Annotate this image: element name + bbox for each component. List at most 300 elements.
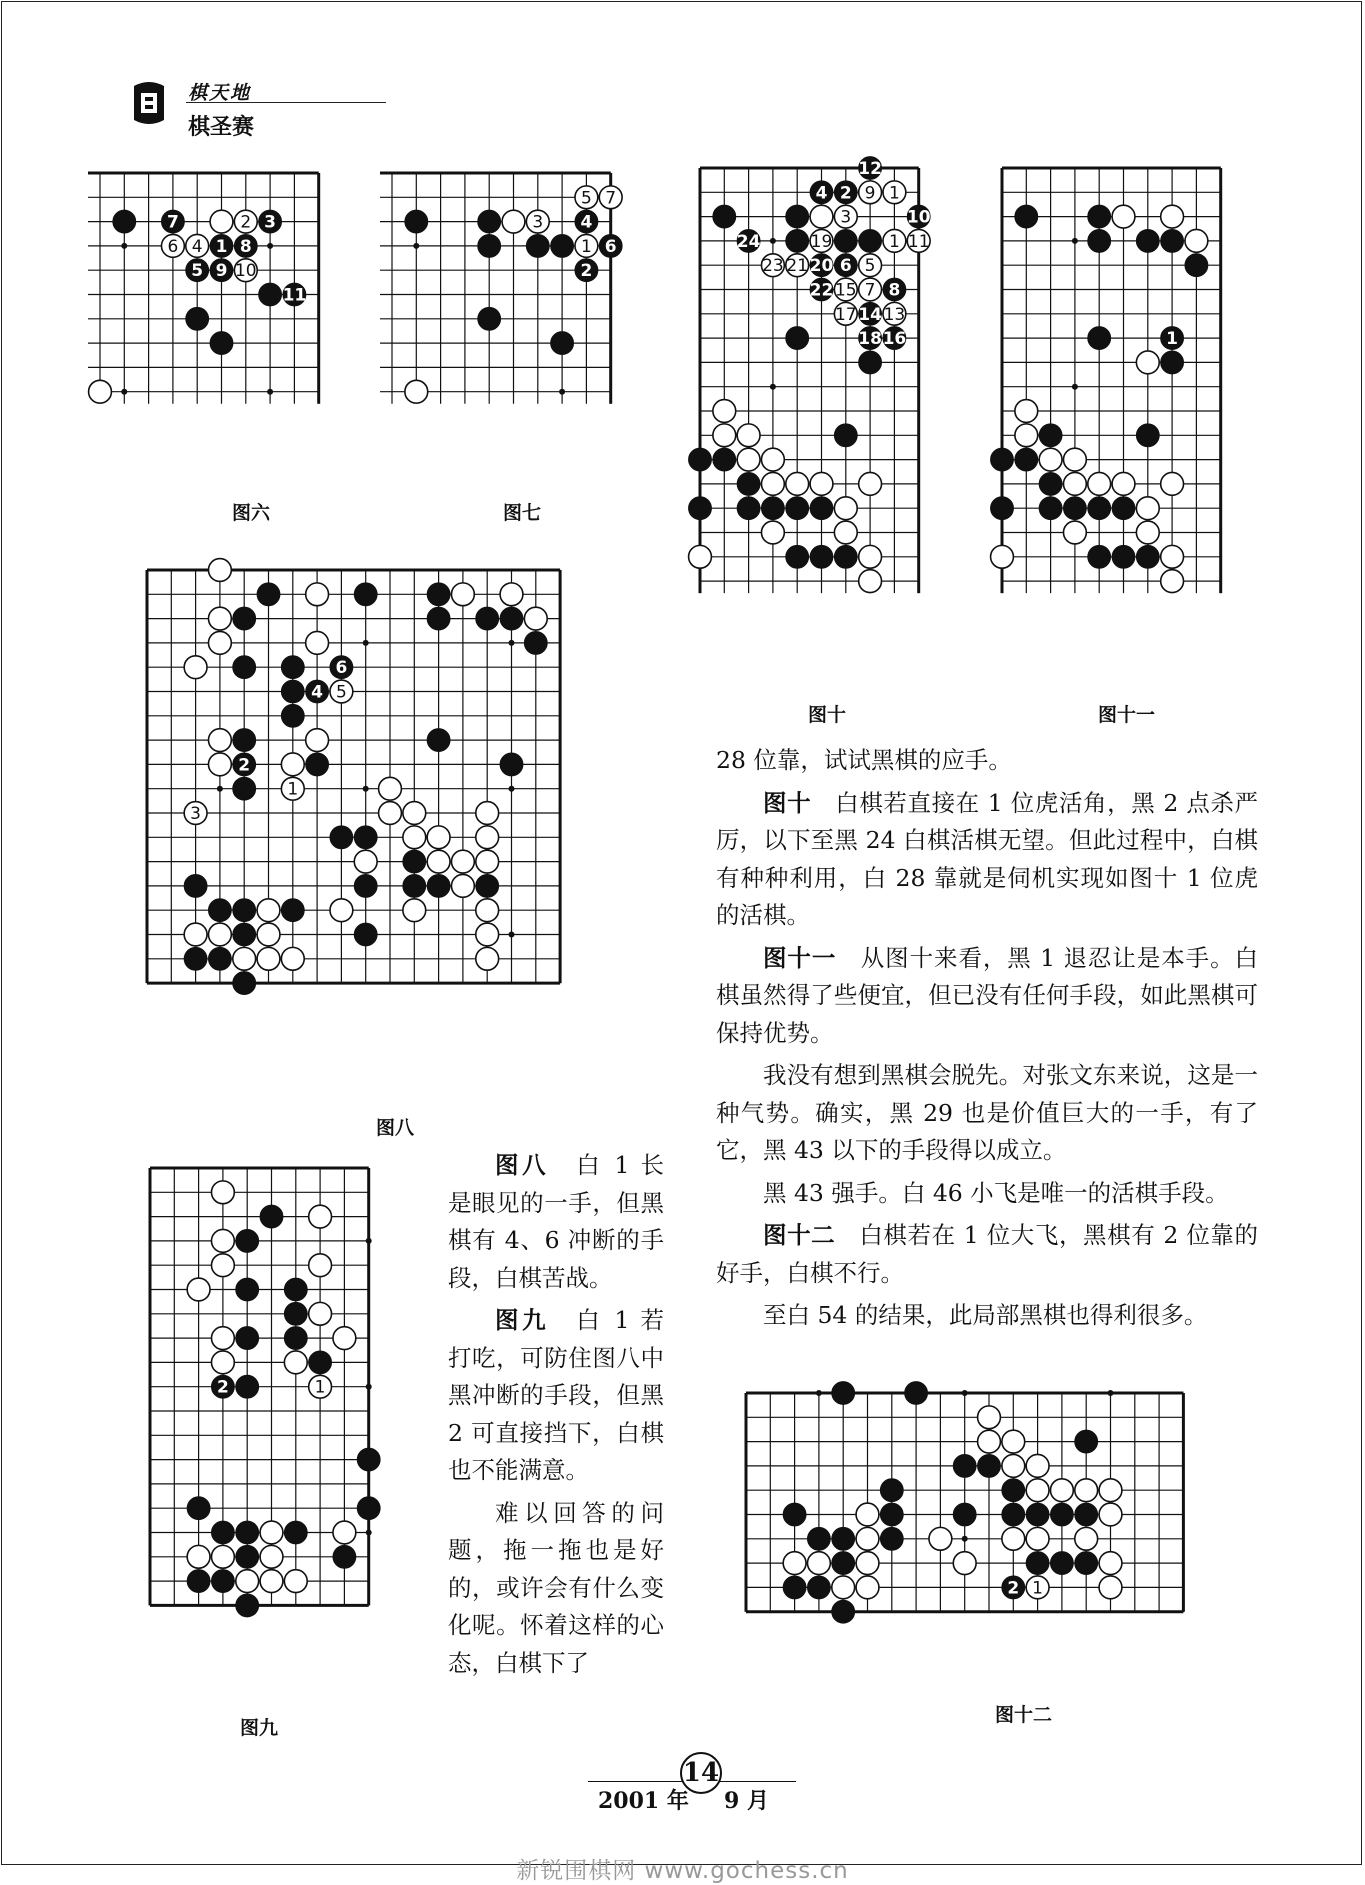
numbered-white-stone	[184, 802, 207, 825]
numbered-black-stone	[306, 680, 329, 703]
numbered-black-stone	[575, 259, 598, 282]
numbered-white-stone	[526, 210, 549, 233]
black-stone	[187, 1497, 210, 1520]
paragraph-text: 至白 54 的结果，此局部黑棋也得利很多。	[763, 1301, 1208, 1329]
move-number: 5	[864, 256, 876, 277]
paragraph-text: 从图十来看，黑 1 退忍让是本手。白棋虽然得了些便宜，但已没有任何手段，如此黑棋可保持优势。	[716, 943, 1258, 1047]
numbered-black-stone	[737, 229, 761, 252]
black-stone	[978, 1454, 1001, 1477]
black-stone	[211, 1521, 234, 1544]
watermark: 新锐围棋网 www.gochess.cn	[516, 1858, 849, 1884]
move-number: 1	[888, 231, 900, 252]
black-stone	[236, 1594, 259, 1617]
white-stone	[208, 607, 231, 630]
paragraph-text: 难以回答的问题，拖一拖也是好的，或许会有什么变化呢。怀着这样的心态，白棋下了	[448, 1498, 664, 1677]
move-number: 3	[532, 212, 544, 233]
white-stone	[476, 923, 499, 946]
move-number: 4	[580, 212, 593, 233]
white-stone	[260, 1521, 283, 1544]
numbered-black-stone	[810, 278, 834, 301]
star-point	[509, 786, 515, 792]
page-number: 14	[680, 1752, 722, 1794]
black-stone	[208, 899, 231, 922]
move-number: 4	[191, 236, 203, 257]
white-stone	[1002, 1430, 1025, 1453]
grid-lines	[147, 570, 560, 983]
white-stone	[713, 400, 736, 423]
white-stone	[1088, 472, 1111, 495]
white-stone	[309, 1302, 332, 1325]
black-stone	[786, 497, 809, 520]
black-stone	[783, 1503, 806, 1526]
white-stone	[476, 899, 499, 922]
star-point	[509, 932, 515, 938]
numbered-white-stone	[330, 680, 353, 703]
move-number: 8	[888, 280, 901, 301]
white-stone	[333, 1327, 356, 1350]
caption-fig7: 图七	[503, 502, 542, 524]
numbered-white-stone	[761, 254, 784, 277]
move-number: 3	[190, 804, 202, 824]
black-stone	[236, 1229, 259, 1252]
black-stone	[476, 607, 499, 630]
white-stone	[856, 1503, 879, 1526]
black-stone	[689, 448, 712, 471]
board-fig8	[137, 562, 657, 1082]
black-stone	[281, 899, 304, 922]
white-stone	[1099, 1503, 1122, 1526]
black-stone	[810, 497, 833, 520]
white-stone	[1136, 497, 1159, 520]
article-text-right	[716, 742, 1258, 1340]
black-stone	[210, 332, 233, 355]
numbered-white-stone	[599, 186, 622, 209]
numbered-black-stone	[330, 656, 353, 679]
black-stone	[233, 923, 256, 946]
black-stone	[427, 583, 450, 606]
black-stone	[832, 1552, 855, 1575]
black-stone	[233, 729, 256, 752]
black-stone	[991, 497, 1014, 520]
black-stone	[689, 497, 712, 520]
move-number: 17	[834, 304, 857, 325]
white-stone	[1099, 1479, 1122, 1502]
paragraph-text: 白 1 长是眼见的一手，但黑棋有 4、6 冲断的手段，白棋苦战。	[448, 1151, 664, 1292]
move-number: 8	[239, 236, 252, 257]
numbered-black-stone	[233, 753, 256, 776]
black-stone	[354, 583, 377, 606]
move-number: 11	[907, 231, 930, 252]
numbered-white-stone	[186, 234, 209, 257]
white-stone	[834, 497, 857, 520]
white-stone	[1026, 1454, 1049, 1477]
paragraph-text: 白 1 若打吃，可防住图八中黑冲断的手段，但黑 2 可直接挡下，白棋也不能满意。	[448, 1306, 664, 1484]
black-stone	[233, 972, 256, 995]
board-fig6	[96, 165, 372, 465]
white-stone	[1015, 400, 1038, 423]
black-stone	[281, 656, 304, 679]
black-stone	[284, 1302, 307, 1325]
black-stone	[427, 729, 450, 752]
white-stone	[187, 1545, 210, 1568]
black-stone	[1050, 1503, 1073, 1526]
black-stone	[357, 1448, 380, 1471]
numbered-black-stone	[858, 302, 882, 325]
white-stone	[1015, 424, 1038, 447]
black-stone	[786, 545, 809, 568]
white-stone	[832, 1576, 855, 1599]
white-stone	[859, 472, 882, 495]
white-stone	[1026, 1527, 1049, 1550]
white-stone	[281, 947, 304, 970]
black-stone	[1015, 205, 1038, 228]
black-stone	[1039, 497, 1062, 520]
white-stone	[451, 874, 474, 897]
numbered-white-stone	[883, 181, 906, 204]
numbered-black-stone	[575, 210, 598, 233]
black-stone	[786, 327, 809, 350]
figure-reference: 图十一	[763, 943, 837, 972]
board-fig10	[688, 160, 964, 672]
move-number: 6	[604, 236, 617, 257]
numbered-black-stone	[858, 327, 882, 350]
move-number: 1	[580, 236, 592, 257]
white-stone	[978, 1430, 1001, 1453]
numbered-black-stone	[883, 327, 907, 350]
black-stone	[991, 448, 1014, 471]
right-column-paragraph	[716, 1057, 1258, 1170]
black-stone	[834, 545, 857, 568]
white-stone	[89, 380, 112, 403]
white-stone	[330, 899, 353, 922]
white-stone	[761, 521, 784, 544]
board-fig7	[388, 165, 664, 465]
move-number: 6	[335, 658, 348, 679]
star-point	[363, 640, 369, 646]
black-stone	[478, 234, 501, 257]
white-stone	[379, 802, 402, 825]
article-text-middle	[448, 1147, 664, 1687]
caption-fig12: 图十二	[995, 1704, 1053, 1726]
move-number: 1	[1166, 329, 1179, 350]
right-column-paragraph	[716, 785, 1258, 935]
white-stone	[1063, 521, 1086, 544]
black-stone	[236, 1521, 259, 1544]
black-stone	[807, 1527, 830, 1550]
black-stone	[1161, 351, 1184, 374]
black-stone	[184, 874, 207, 897]
grid-lines	[380, 173, 611, 404]
white-stone	[856, 1552, 879, 1575]
caption-fig10: 图十	[808, 704, 847, 726]
star-point	[121, 389, 127, 395]
black-stone	[1075, 1430, 1098, 1453]
move-number: 5	[191, 261, 204, 282]
white-stone	[476, 947, 499, 970]
black-stone	[427, 607, 450, 630]
white-stone	[427, 826, 450, 849]
star-point	[267, 389, 273, 395]
black-stone	[761, 497, 784, 520]
move-number: 9	[864, 183, 876, 204]
move-number: 6	[839, 256, 852, 277]
paragraph-text: 我没有想到黑棋会脱先。对张文东来说，这是一种气势。确实，黑 29 也是价值巨大的一手，有了它，黑 43 以下的手段得以成立。	[716, 1061, 1258, 1164]
black-stone	[1039, 424, 1062, 447]
numbered-white-stone	[810, 229, 833, 252]
black-stone	[427, 874, 450, 897]
black-stone	[236, 1327, 259, 1350]
black-stone	[905, 1382, 928, 1405]
black-stone	[233, 656, 256, 679]
black-stone	[1088, 497, 1111, 520]
star-point	[816, 1390, 822, 1396]
white-stone	[257, 899, 280, 922]
black-stone	[281, 704, 304, 727]
white-stone	[1026, 1479, 1049, 1502]
numbered-black-stone	[834, 254, 857, 277]
middle-column-paragraph	[448, 1147, 664, 1297]
black-stone	[208, 947, 231, 970]
black-stone	[1039, 472, 1062, 495]
black-stone	[1136, 545, 1159, 568]
middle-column-paragraph	[448, 1495, 664, 1683]
move-number: 1	[888, 183, 900, 204]
move-number: 21	[786, 256, 809, 277]
star-point	[1108, 1390, 1114, 1396]
black-stone	[1136, 229, 1159, 252]
black-stone	[354, 923, 377, 946]
white-stone	[451, 583, 474, 606]
white-stone	[761, 472, 784, 495]
white-stone	[309, 1205, 332, 1228]
black-stone	[260, 1205, 283, 1228]
black-stone	[1112, 545, 1135, 568]
board-fig12	[736, 1385, 1256, 1665]
white-stone	[1161, 570, 1184, 593]
black-stone	[737, 472, 760, 495]
paragraph-text: 黑 43 强手。白 46 小飞是唯一的活棋手段。	[763, 1178, 1229, 1207]
white-stone	[978, 1406, 1001, 1429]
footer-year: 2001 年	[598, 1788, 689, 1814]
white-stone	[810, 205, 833, 228]
white-stone	[1136, 521, 1159, 544]
figure-reference: 图八	[495, 1151, 550, 1179]
white-stone	[500, 583, 523, 606]
numbered-white-stone	[859, 181, 882, 204]
black-stone	[1112, 497, 1135, 520]
move-number: 2	[580, 261, 593, 282]
white-stone	[524, 607, 547, 630]
move-number: 24	[736, 231, 761, 252]
star-point	[121, 243, 127, 249]
move-number: 22	[809, 280, 834, 301]
black-stone	[357, 1497, 380, 1520]
black-stone	[330, 826, 353, 849]
black-stone	[1026, 1503, 1049, 1526]
black-stone	[333, 1545, 356, 1568]
black-stone	[309, 1351, 332, 1374]
white-stone	[1039, 448, 1062, 471]
move-number: 1	[215, 236, 228, 257]
black-stone	[953, 1503, 976, 1526]
black-stone	[880, 1503, 903, 1526]
black-stone	[1002, 1479, 1025, 1502]
numbered-black-stone	[210, 234, 233, 257]
grid-lines	[700, 168, 919, 593]
white-stone	[953, 1552, 976, 1575]
white-stone	[208, 559, 231, 582]
numbered-white-stone	[834, 205, 857, 228]
figure-reference: 图九	[495, 1306, 550, 1334]
black-stone	[880, 1479, 903, 1502]
white-stone	[257, 923, 280, 946]
white-stone	[236, 1570, 259, 1593]
white-stone	[1063, 448, 1086, 471]
black-stone	[211, 1570, 234, 1593]
numbered-black-stone	[210, 259, 233, 282]
white-stone	[187, 1278, 210, 1301]
header-rule	[186, 102, 386, 103]
black-stone	[403, 874, 426, 897]
black-stone	[306, 753, 329, 776]
white-stone	[210, 210, 233, 233]
numbered-white-stone	[575, 186, 598, 209]
move-number: 13	[883, 304, 906, 325]
star-point	[770, 384, 776, 390]
black-stone	[810, 545, 833, 568]
board-fig11	[990, 160, 1266, 672]
move-number: 18	[858, 329, 882, 350]
black-stone	[500, 607, 523, 630]
black-stone	[551, 332, 574, 355]
numbered-white-stone	[883, 229, 906, 252]
black-stone	[832, 1527, 855, 1550]
black-stone	[1161, 229, 1184, 252]
star-point	[1072, 384, 1078, 390]
black-stone	[859, 229, 882, 252]
move-number: 1	[1032, 1578, 1044, 1599]
numbered-black-stone	[1161, 327, 1184, 350]
move-number: 2	[1007, 1578, 1020, 1599]
move-number: 14	[858, 304, 882, 325]
black-stone	[236, 1278, 259, 1301]
white-stone	[233, 947, 256, 970]
white-stone	[184, 923, 207, 946]
black-stone	[1075, 1552, 1098, 1575]
black-stone	[1002, 1503, 1025, 1526]
numbered-white-stone	[834, 302, 857, 325]
white-stone	[306, 631, 329, 654]
black-stone	[500, 753, 523, 776]
move-number: 5	[580, 188, 592, 209]
right-column-paragraph	[716, 1175, 1258, 1213]
white-stone	[1075, 1527, 1098, 1550]
black-stone	[186, 307, 209, 330]
white-stone	[1185, 229, 1208, 252]
black-stone	[832, 1600, 855, 1623]
numbered-black-stone	[259, 210, 282, 233]
board-fig9	[140, 1160, 420, 1690]
caption-fig11: 图十一	[1098, 704, 1156, 726]
numbered-white-stone	[883, 302, 906, 325]
caption-fig8: 图八	[376, 1117, 415, 1139]
white-stone	[284, 1570, 307, 1593]
white-stone	[713, 424, 736, 447]
paragraph-text: 白棋若在 1 位大飞，黑棋有 2 位靠的好手，白棋不行。	[716, 1221, 1258, 1287]
black-stone	[405, 210, 428, 233]
black-stone	[859, 351, 882, 374]
black-stone	[354, 874, 377, 897]
star-point	[1072, 238, 1078, 244]
star-point	[962, 1536, 968, 1542]
white-stone	[208, 753, 231, 776]
numbered-white-stone	[161, 234, 184, 257]
numbered-white-stone	[859, 278, 882, 301]
move-number: 10	[906, 207, 931, 228]
black-stone	[187, 1570, 210, 1593]
black-stone	[1136, 424, 1159, 447]
black-stone	[184, 947, 207, 970]
black-stone	[953, 1454, 976, 1477]
white-stone	[1099, 1552, 1122, 1575]
middle-column-paragraph	[448, 1302, 664, 1490]
white-stone	[260, 1570, 283, 1593]
white-stone	[810, 472, 833, 495]
white-stone	[211, 1351, 234, 1374]
white-stone	[1063, 472, 1086, 495]
black-stone	[1075, 1503, 1098, 1526]
white-stone	[284, 1351, 307, 1374]
numbered-black-stone	[883, 278, 906, 301]
white-stone	[1099, 1576, 1122, 1599]
white-stone	[403, 899, 426, 922]
black-stone	[236, 1375, 259, 1398]
numbered-black-stone	[186, 259, 209, 282]
star-point	[366, 1238, 372, 1244]
star-point	[509, 640, 515, 646]
white-stone	[306, 729, 329, 752]
black-stone	[284, 1327, 307, 1350]
black-stone	[880, 1527, 903, 1550]
numbered-black-stone	[1002, 1576, 1025, 1599]
grid-lines	[1002, 168, 1221, 593]
numbered-black-stone	[161, 210, 184, 233]
black-stone	[259, 283, 282, 306]
black-stone	[233, 607, 256, 630]
numbered-white-stone	[234, 259, 257, 282]
numbered-black-stone	[810, 254, 834, 277]
white-stone	[1161, 545, 1184, 568]
move-number: 20	[809, 256, 834, 277]
move-number: 7	[166, 212, 179, 233]
white-stone	[1050, 1479, 1073, 1502]
white-stone	[405, 380, 428, 403]
white-stone	[211, 1181, 234, 1204]
move-number: 1	[287, 779, 299, 800]
white-stone	[403, 826, 426, 849]
white-stone	[379, 777, 402, 800]
white-stone	[783, 1552, 806, 1575]
numbered-white-stone	[786, 254, 809, 277]
white-stone	[737, 424, 760, 447]
numbered-white-stone	[309, 1375, 332, 1398]
numbered-black-stone	[283, 283, 307, 306]
white-stone	[1002, 1527, 1025, 1550]
white-stone	[260, 1545, 283, 1568]
white-stone	[1136, 351, 1159, 374]
white-stone	[476, 802, 499, 825]
black-stone	[233, 899, 256, 922]
